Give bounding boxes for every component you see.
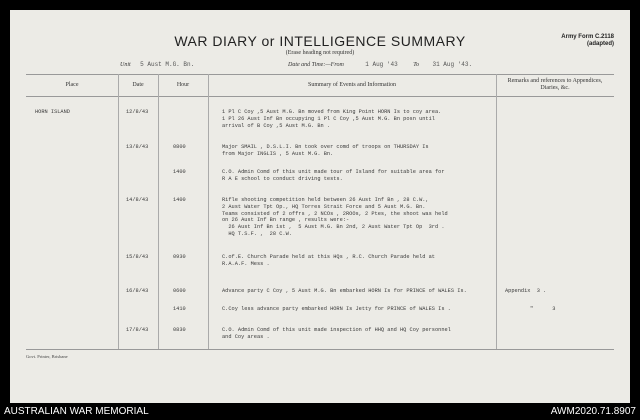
entry-remark: " 3: [530, 306, 556, 312]
column-header-place: Place: [65, 82, 79, 88]
entry-summary: C.O. Admin Comd of this unit made inspection of HHQ and HQ Coy personnel and Coy areas .: [222, 327, 451, 340]
war-diary-page: [10, 10, 630, 403]
entry-remark: Appendix 3 .: [505, 288, 547, 294]
column-header-date: Date: [132, 82, 144, 88]
entry-summary: Major SMAIL , D.S.L.I. Bn took over comd of troops on THURSDAY Is from Major INGLIS , 5 Aust M.G. Bn.: [222, 144, 429, 157]
date-to-value: 31 Aug '43.: [432, 61, 473, 68]
unit-label: Unit: [120, 62, 131, 68]
entry-hour: 1410: [173, 306, 186, 312]
entry-date: 14/8/43: [126, 197, 149, 203]
entry-hour: 0800: [173, 144, 186, 150]
entry-summary: 1 Pl C Coy ,5 Aust M.G. Bn moved from King Point HORN Is to coy area. 1 Pl 26 Aust Inf Bn occupying 1 Pl C Coy ,5 Aust M.G. Bn posn until arrival of B Coy ,5 Aust M.G. Bn .: [222, 109, 442, 129]
entry-summary: C.Coy less advance party embarked HORN Is Jetty for PRINCE of WALES Is .: [222, 306, 451, 312]
entry-summary: Advance party C Coy , 5 Aust M.G. Bn embarked HORN Is for PRINCE of WALES Is.: [222, 288, 467, 294]
entry-hour: 0600: [173, 288, 186, 294]
caption-accession: AWM2020.71.8907: [550, 406, 636, 417]
column-header-remarks: Remarks and references to Appendices, Diaries, &c.: [507, 78, 603, 91]
caption-source: AUSTRALIAN WAR MEMORIAL: [4, 406, 149, 417]
printer-imprint: Govt. Printer, Brisbane: [26, 354, 68, 359]
col-divider-hour: [158, 74, 159, 349]
unit-value: 5 Aust M.G. Bn.: [140, 61, 195, 68]
form-note: (adapted): [587, 41, 614, 47]
col-divider-date: [118, 74, 119, 349]
column-header-summary: Summary of Events and Information: [308, 82, 396, 88]
date-from-label: Date and Time:—From: [288, 62, 344, 68]
col-divider-summary: [208, 74, 209, 349]
entry-date: 17/8/43: [126, 327, 149, 333]
column-header-hour: Hour: [176, 82, 190, 88]
page-title: WAR DIARY or INTELLIGENCE SUMMARY: [174, 33, 466, 49]
entry-summary: C.O. Admin Comd of this unit made tour of Island for suitable area for R A E school to conduct driving tests.: [222, 169, 445, 182]
form-number: Army Form C.2118: [561, 34, 614, 40]
form-reference: [561, 34, 614, 48]
table-bottom-rule: [26, 349, 614, 350]
date-to-label: To: [413, 62, 419, 68]
header-rule: [26, 96, 614, 97]
entry-hour: 0930: [173, 254, 186, 260]
page-subtitle: (Erase heading not required): [285, 50, 355, 56]
unit-line: [120, 61, 194, 68]
entry-summary: C.of.E. Church Parade held at this HQs , R.C. Church Parade held at R.A.A.F. Mess .: [222, 254, 435, 267]
col-divider-remarks: [496, 74, 497, 349]
date-line: [288, 61, 472, 68]
date-from-value: 1 Aug '43: [365, 61, 398, 68]
entry-date: 12/8/43: [126, 109, 149, 115]
entry-hour: 0830: [173, 327, 186, 333]
entry-summary: Rifle shooting competition held between 26 Aust Inf Bn , 28 C.W., 2 Aust Water Tpt Op., HQ Torres Strait Force and 5 Aust M.G. Bn. Teams consisted of 2 offrs , 2 NCOs , 2ROOs, 2 Ptes, the shoot was held on 26 Aust Inf Bn range , results were:- 26 Aust Inf Bn 1st , 5 Aust M.G. Bn 2nd, 2 Aust Water Tpt Op 3rd . HQ T.S.F. , 28 C.W.: [222, 197, 448, 237]
entry-hour: 1400: [173, 169, 186, 175]
table-top-rule: [26, 74, 614, 75]
place-cell: HORN ISLAND: [35, 109, 70, 115]
entry-date: 13/8/43: [126, 144, 149, 150]
entry-date: 16/8/43: [126, 288, 149, 294]
entry-hour: 1400: [173, 197, 186, 203]
entry-date: 15/8/43: [126, 254, 149, 260]
